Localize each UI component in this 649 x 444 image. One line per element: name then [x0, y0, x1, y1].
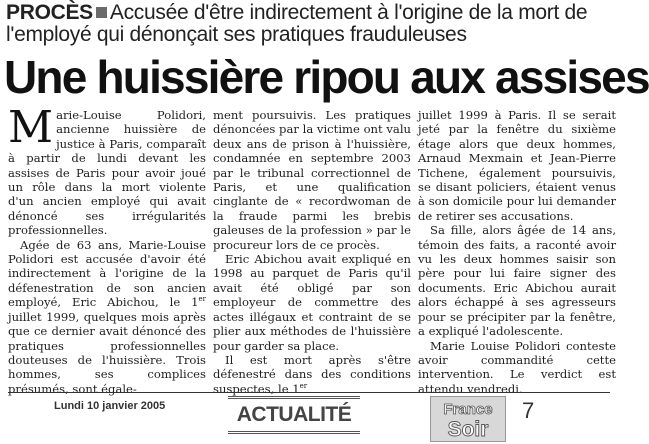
footer-rule [8, 392, 610, 393]
paragraph: Agée de 63 ans, Marie-Louise Polidori est accusée d'avoir été indirectement à l'origine de la défenestration de son ancien employé, Eric Abichou, le 1er juillet 1999, quelques mois après que ce dernier avait dénoncé des pratiques professionnelles douteuses de l'huissière. Trois hommes, ses complices présumés, sont égale- [8, 237, 206, 396]
paragraph: juillet 1999 à Paris. Il se serait jeté par la fenêtre du sixième étage alors que deux hommes, Arnaud Mexmain et Jean-Pierre Tichene, également poursuivis, se disant policiers, étaient venus à son domicile pour lui demander de retirer ses accusations. [418, 108, 616, 223]
france-soir-logo [430, 396, 506, 442]
page-number: 7 [522, 398, 535, 423]
drop-cap: M [8, 102, 54, 153]
article-column-2 [213, 108, 411, 396]
kicker-text: Accusée d'être indirectement à l'origine de la mort de l'employé qui dénonçait ses pratiques frauduleuses [6, 1, 588, 46]
headline: Une huissière ripou aux assises [4, 51, 649, 103]
section-banner: ACTUALITÉ [228, 396, 360, 434]
article-body [0, 102, 616, 396]
svg-text:France: France [443, 401, 493, 418]
svg-text:Soir: Soir [447, 418, 489, 441]
paragraph: Marie Louise Polidori conteste avoir commandité cette intervention. Le verdict est attendu vendredi. [418, 338, 616, 396]
square-bullet-icon [96, 7, 107, 18]
section-label: PROCÈS [6, 1, 93, 24]
paragraph: ment poursuivis. Les pratiques dénoncées par la victime ont valu deux ans de prison à l'huissière, condamnée en septembre 2003 par le tribunal correctionnel de Paris, et une qualification cinglante de « recordwoman de la fraude parmi les brebis galeuses de la profession » par le procureur lors de ce procès. [213, 108, 411, 252]
paragraph: Il est mort après s'être défenestré dans des conditions suspectes, le 1er [213, 352, 411, 396]
article-column-1 [8, 102, 206, 396]
article-column-3 [418, 108, 616, 396]
paragraph: Eric Abichou avait expliqué en 1998 au parquet de Paris qu'il avait été obligé par son employeur de commettre des actes illégaux et contraint de se plier aux méthodes de l'huissière pour garder sa place. [213, 252, 411, 353]
issue-date: Lundi 10 janvier 2005 [54, 400, 166, 412]
paragraph: Sa fille, alors âgée de 14 ans, témoin des faits, a raconté avoir vu les deux hommes saisir son père pour lui faire signer des documents. Eric Abichou aurait alors échappé à ses agresseurs pour se précipiter par la fenêtre, a expliqué l'adolescente. [418, 223, 616, 339]
kicker [6, 2, 612, 46]
paragraph: Marie-Louise Polidori, ancienne huissière de justice à Paris, comparaît à partir de lundi devant les assises de Paris pour avoir joué un rôle dans la mort violente d'un ancien employé qui avait dénoncé ses irrégularités professionnelles. [8, 102, 206, 238]
